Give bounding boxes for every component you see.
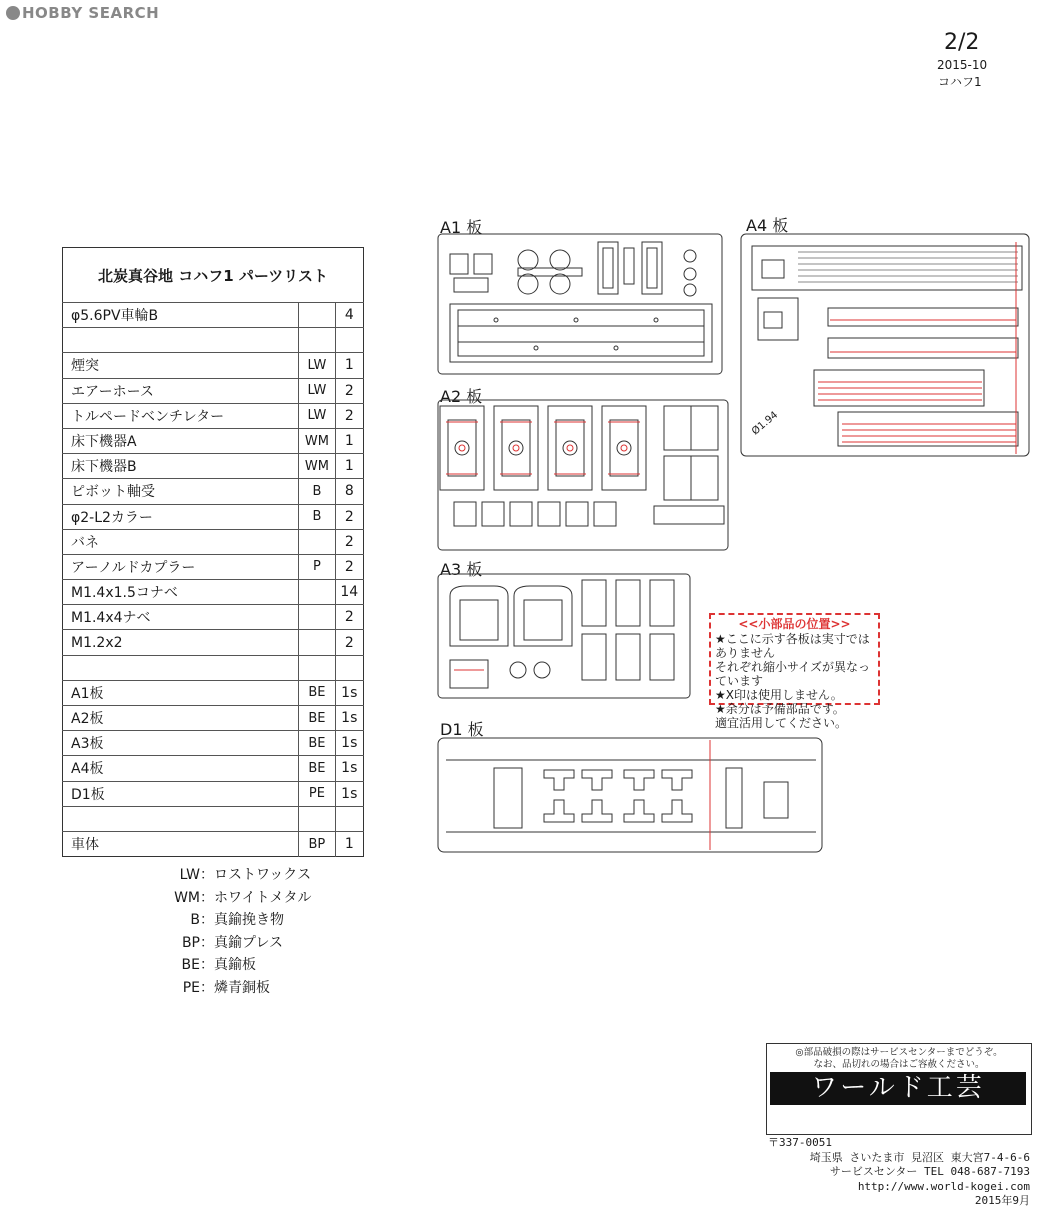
legend-label: 燐青銅板 (214, 979, 270, 996)
hobby-search-logo-icon (6, 6, 20, 20)
part-name: A3板 (63, 731, 299, 756)
part-quantity: 4 (335, 303, 363, 328)
part-name: 煙突 (63, 353, 299, 378)
part-name: M1.4x1.5コナベ (63, 580, 299, 605)
part-quantity: 2 (335, 378, 363, 403)
part-quantity: 2 (335, 529, 363, 554)
part-quantity: 1s (335, 706, 363, 731)
parts-row (63, 756, 364, 781)
part-name: 床下機器B (63, 454, 299, 479)
legend-row (138, 954, 311, 977)
parts-row (63, 479, 364, 504)
watermark (6, 4, 159, 22)
part-name: A2板 (63, 706, 299, 731)
part-quantity: 1 (335, 428, 363, 453)
parts-row (63, 831, 364, 856)
parts-row (63, 403, 364, 428)
part-name: バネ (63, 529, 299, 554)
part-material: BE (299, 731, 335, 756)
parts-row (63, 353, 364, 378)
part-quantity: 1s (335, 731, 363, 756)
part-name: A1板 (63, 680, 299, 705)
sheet-a1-diagram (436, 230, 726, 380)
part-material: BE (299, 756, 335, 781)
legend-label: ホワイトメタル (214, 889, 312, 906)
part-quantity: 1 (335, 831, 363, 856)
note-title: <<小部品の位置>> (738, 617, 851, 631)
parts-row (63, 605, 364, 630)
part-material: PE (299, 781, 335, 806)
legend-separator: ： (200, 867, 214, 883)
part-name (63, 328, 299, 353)
parts-list-table (62, 247, 364, 857)
part-material: BE (299, 680, 335, 705)
part-material: WM (299, 454, 335, 479)
part-material: LW (299, 353, 335, 378)
watermark-text: HOBBY SEARCH (22, 4, 160, 22)
legend-code: PE (182, 979, 200, 996)
sheet-d1-label: D1 板 (440, 720, 484, 739)
sheet-a3-label: A3 板 (440, 560, 483, 579)
legend-label: ロストワックス (214, 867, 312, 883)
part-quantity: 14 (335, 580, 363, 605)
part-quantity: 2 (335, 504, 363, 529)
part-name: 車体 (63, 831, 299, 856)
parts-row (63, 328, 364, 353)
part-quantity: 1s (335, 680, 363, 705)
part-quantity (335, 328, 363, 353)
small-parts-note (709, 613, 880, 730)
part-material: B (299, 504, 335, 529)
legend-separator: ： (200, 912, 214, 928)
part-quantity (335, 655, 363, 680)
part-name (63, 655, 299, 680)
legend-row (138, 887, 311, 910)
note-line: ★余分は予備部品です。 (715, 702, 845, 716)
part-quantity: 2 (335, 630, 363, 655)
part-name (63, 806, 299, 831)
sheet-a2-diagram (436, 398, 732, 554)
legend-row (138, 864, 311, 887)
part-material: BE (299, 706, 335, 731)
parts-row (63, 580, 364, 605)
legend-row (138, 977, 311, 1000)
sheet-a3-diagram (436, 570, 696, 702)
parts-row (63, 781, 364, 806)
sheet-a1-label: A1 板 (440, 218, 483, 237)
parts-row (63, 378, 364, 403)
note-line: ★X印は使用しません。 (715, 688, 843, 702)
note-line: 適宜活用してください。 (715, 716, 848, 730)
part-quantity: 1s (335, 756, 363, 781)
company-notice-2: なお、品切れの場合はご容赦ください。 (813, 1059, 985, 1070)
legend-label: 真鍮挽き物 (214, 912, 284, 928)
parts-row (63, 806, 364, 831)
company-postal: 〒337-0051 (768, 1136, 832, 1149)
part-quantity: 1s (335, 781, 363, 806)
legend-separator: ： (200, 979, 214, 996)
legend-code: BP (181, 934, 200, 951)
parts-row (63, 428, 364, 453)
part-name: アーノルドカプラー (63, 554, 299, 579)
part-name: 床下機器A (63, 428, 299, 453)
legend-code: BE (181, 957, 200, 973)
part-material (299, 630, 335, 655)
parts-row (63, 630, 364, 655)
parts-row (63, 529, 364, 554)
company-tel: サービスセンター TEL 048-687-7193 (829, 1165, 1030, 1178)
legend-code: WM (174, 889, 200, 906)
part-material (299, 580, 335, 605)
company-box (766, 1043, 1032, 1135)
company-name: ワールド工芸 (770, 1072, 1026, 1105)
company-url: http://www.world-kogei.com (857, 1179, 1030, 1193)
part-name: M1.4x4ナベ (63, 605, 299, 630)
part-name: D1板 (63, 781, 299, 806)
legend-row (138, 932, 311, 955)
part-quantity (335, 806, 363, 831)
part-material: WM (299, 428, 335, 453)
part-material (299, 328, 335, 353)
legend-separator: ： (200, 957, 214, 973)
part-name: φ5.6PV車輪B (63, 303, 299, 328)
part-material: B (299, 479, 335, 504)
part-quantity: 2 (335, 554, 363, 579)
part-material (299, 303, 335, 328)
parts-row (63, 706, 364, 731)
part-material: P (299, 554, 335, 579)
legend-label: 真鍮板 (214, 957, 256, 973)
legend-separator: ： (200, 934, 214, 951)
sheet-a4-diagram (738, 230, 1034, 460)
page-number: 2/2 (944, 30, 980, 55)
parts-row (63, 655, 364, 680)
company-address: 埼玉県 さいたま市 見沼区 東大宮7-4-6-6 (809, 1150, 1030, 1164)
part-material (299, 655, 335, 680)
part-quantity: 8 (335, 479, 363, 504)
sheet-a4-label: A4 板 (746, 216, 789, 235)
a4-dimension-label: Ø1.94 (749, 409, 781, 438)
parts-row (63, 680, 364, 705)
material-legend (138, 864, 311, 999)
part-quantity: 1 (335, 454, 363, 479)
legend-label: 真鍮プレス (214, 934, 284, 951)
note-line: ★ここに示す各板は実寸ではありません (715, 632, 870, 660)
note-line: それぞれ縮小サイズが異なっています (715, 660, 871, 688)
parts-list-title: 北炭真谷地 コハフ1 パーツリスト (63, 248, 364, 303)
page-model-code: コハフ1 (938, 75, 982, 89)
part-material (299, 605, 335, 630)
sheet-d1-diagram (436, 732, 826, 858)
part-material: BP (299, 831, 335, 856)
parts-list-body (63, 303, 364, 857)
company-info (768, 1136, 1030, 1209)
part-material: LW (299, 403, 335, 428)
part-name: φ2-L2カラー (63, 504, 299, 529)
legend-separator: ： (200, 889, 214, 906)
company-notice-1: ◎部品破損の際はサービスセンターまでどうぞ。 (795, 1047, 1003, 1058)
legend-code: LW (179, 867, 200, 883)
part-name: トルペードベンチレター (63, 403, 299, 428)
part-material (299, 806, 335, 831)
page-date: 2015-10 (937, 58, 988, 72)
part-material: LW (299, 378, 335, 403)
part-quantity: 2 (335, 403, 363, 428)
parts-row (63, 303, 364, 328)
parts-row (63, 731, 364, 756)
parts-row (63, 454, 364, 479)
company-date: 2015年9月 (974, 1194, 1030, 1207)
sheet-a2-label: A2 板 (440, 387, 483, 406)
parts-row (63, 554, 364, 579)
part-quantity: 2 (335, 605, 363, 630)
legend-row (138, 909, 311, 932)
part-name: エアーホース (63, 378, 299, 403)
part-name: M1.2x2 (63, 630, 299, 655)
part-name: ピボット軸受 (63, 479, 299, 504)
part-name: A4板 (63, 756, 299, 781)
legend-code: B (190, 912, 200, 928)
part-quantity: 1 (335, 353, 363, 378)
part-material (299, 529, 335, 554)
parts-row (63, 504, 364, 529)
